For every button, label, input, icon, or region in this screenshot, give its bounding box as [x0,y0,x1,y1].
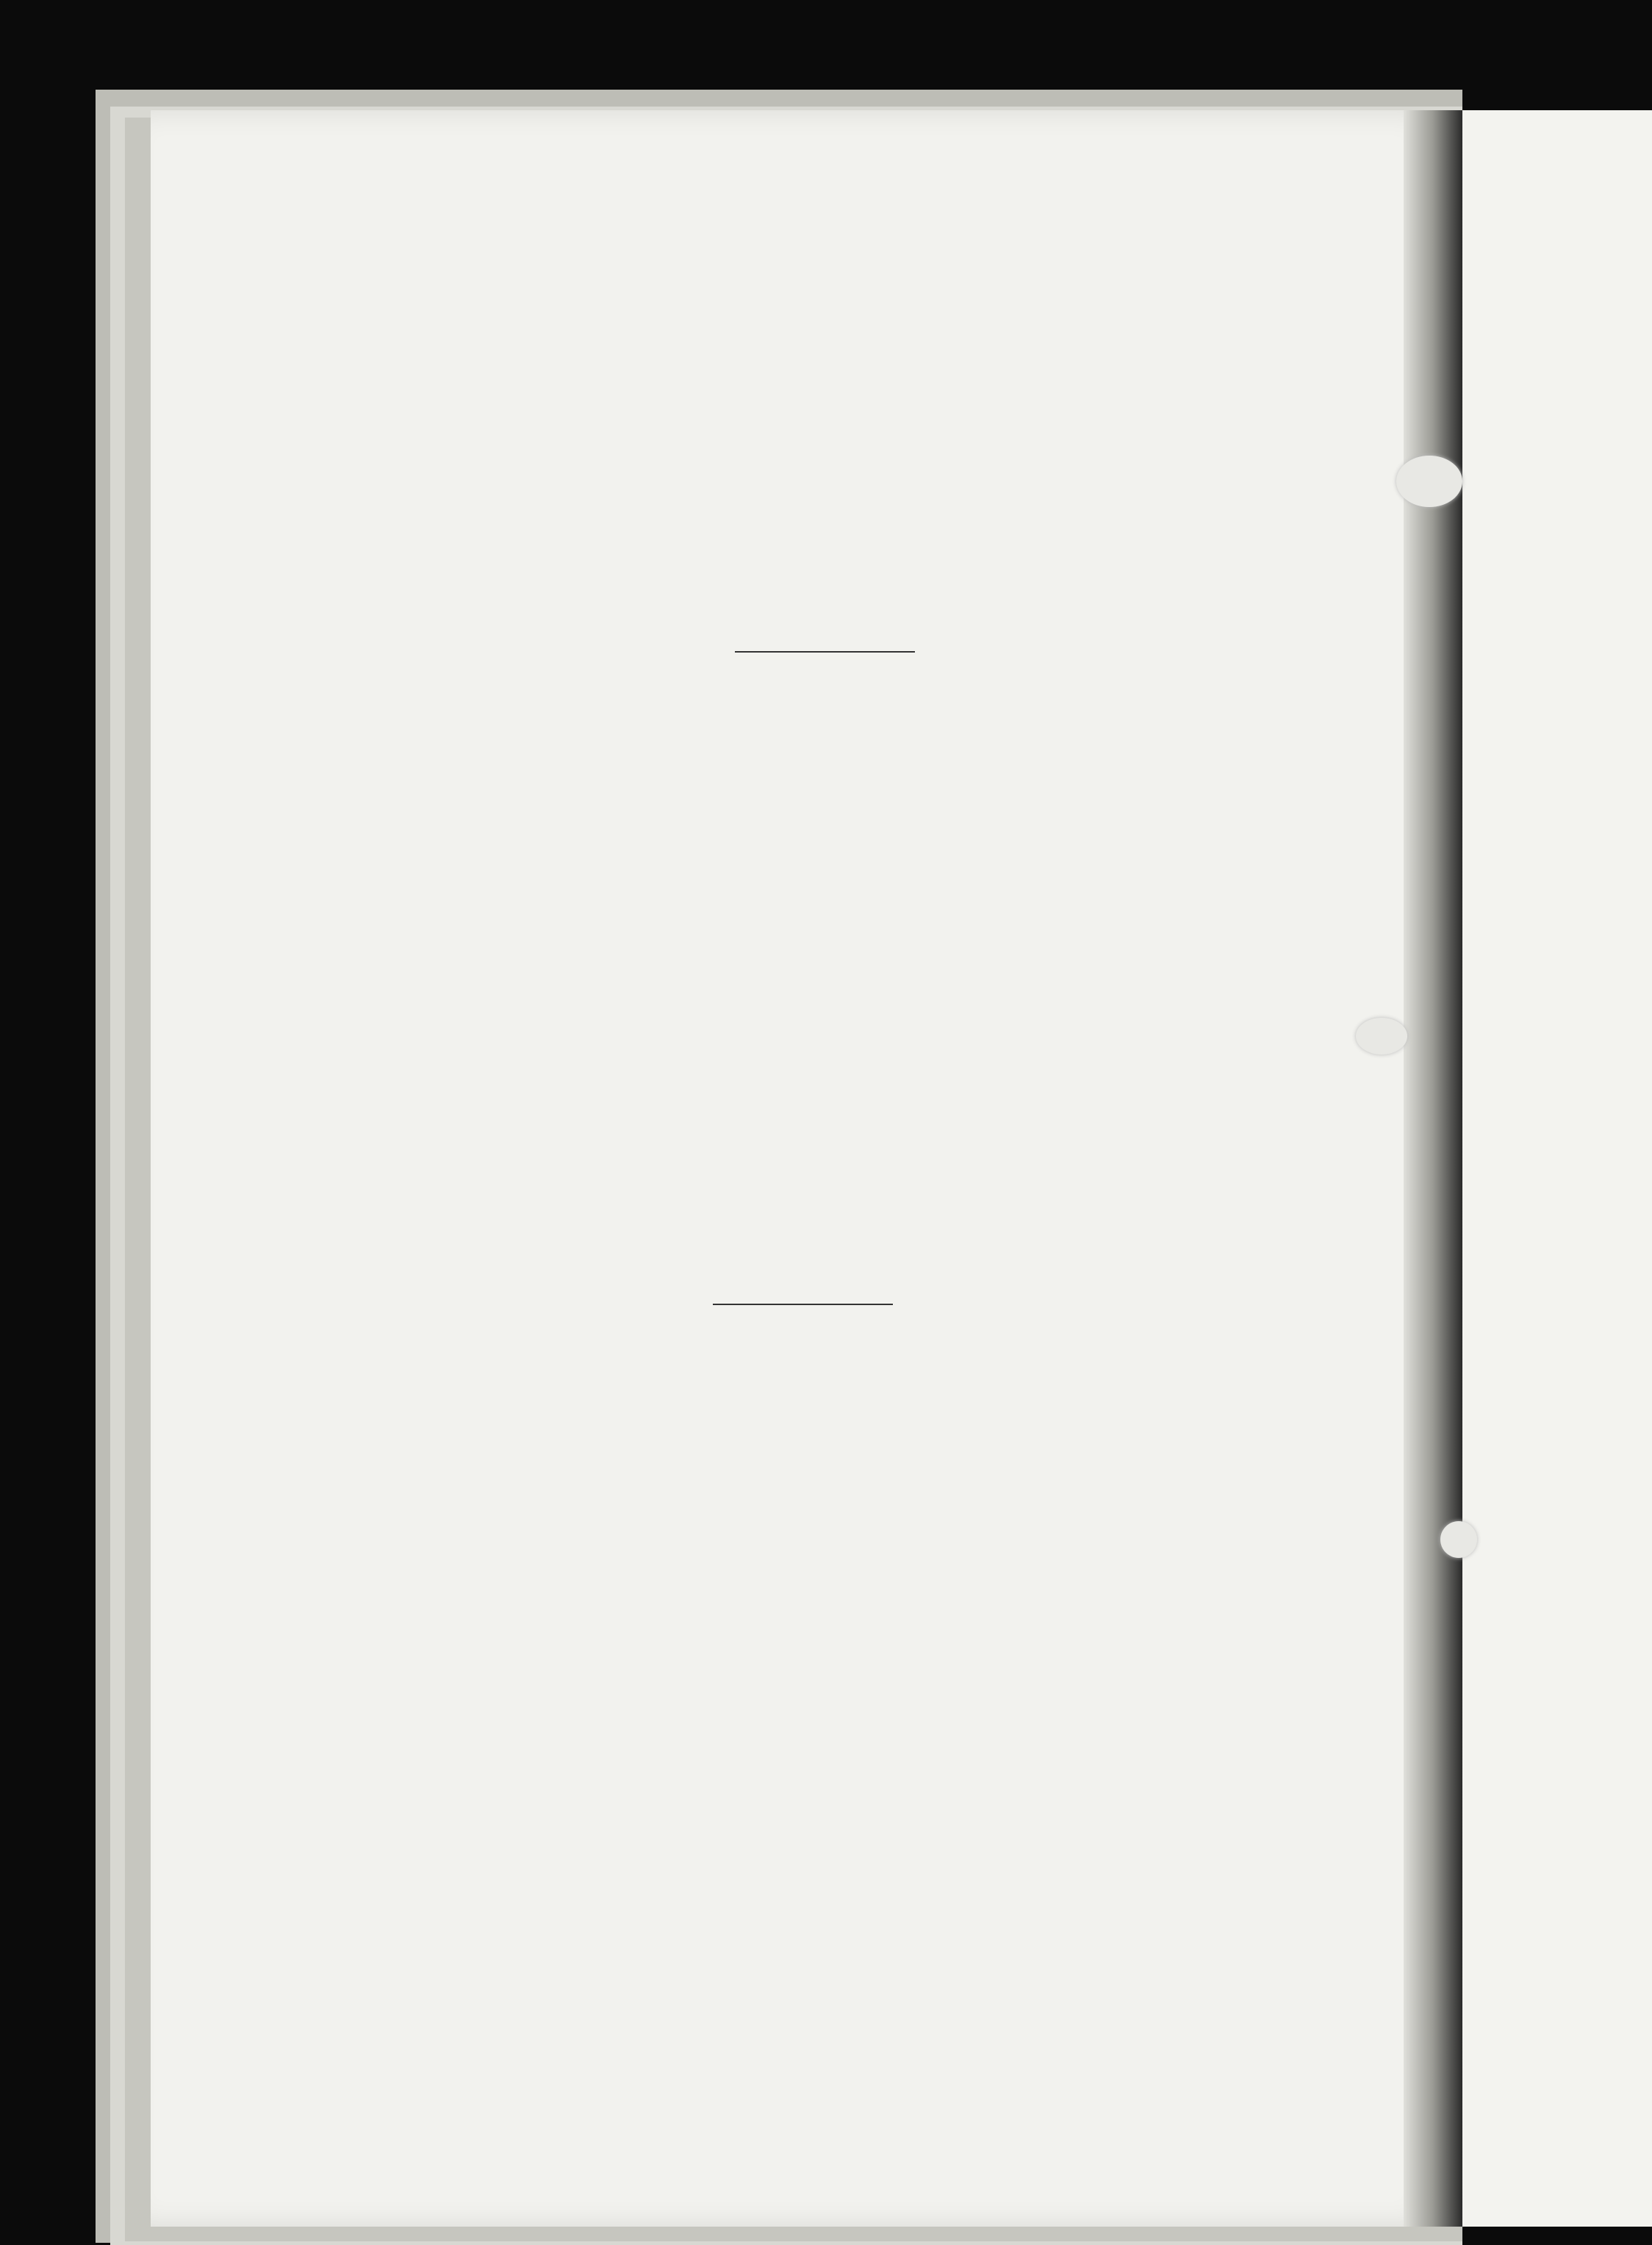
paper-smudge [1396,456,1462,507]
section-divider [713,1304,893,1305]
right-page [1462,110,1652,2227]
paper-smudge [1356,1018,1407,1055]
left-page [151,110,1451,2227]
section-divider [735,651,915,653]
paper-smudge [1440,1521,1477,1558]
book-gutter [1404,110,1462,2227]
